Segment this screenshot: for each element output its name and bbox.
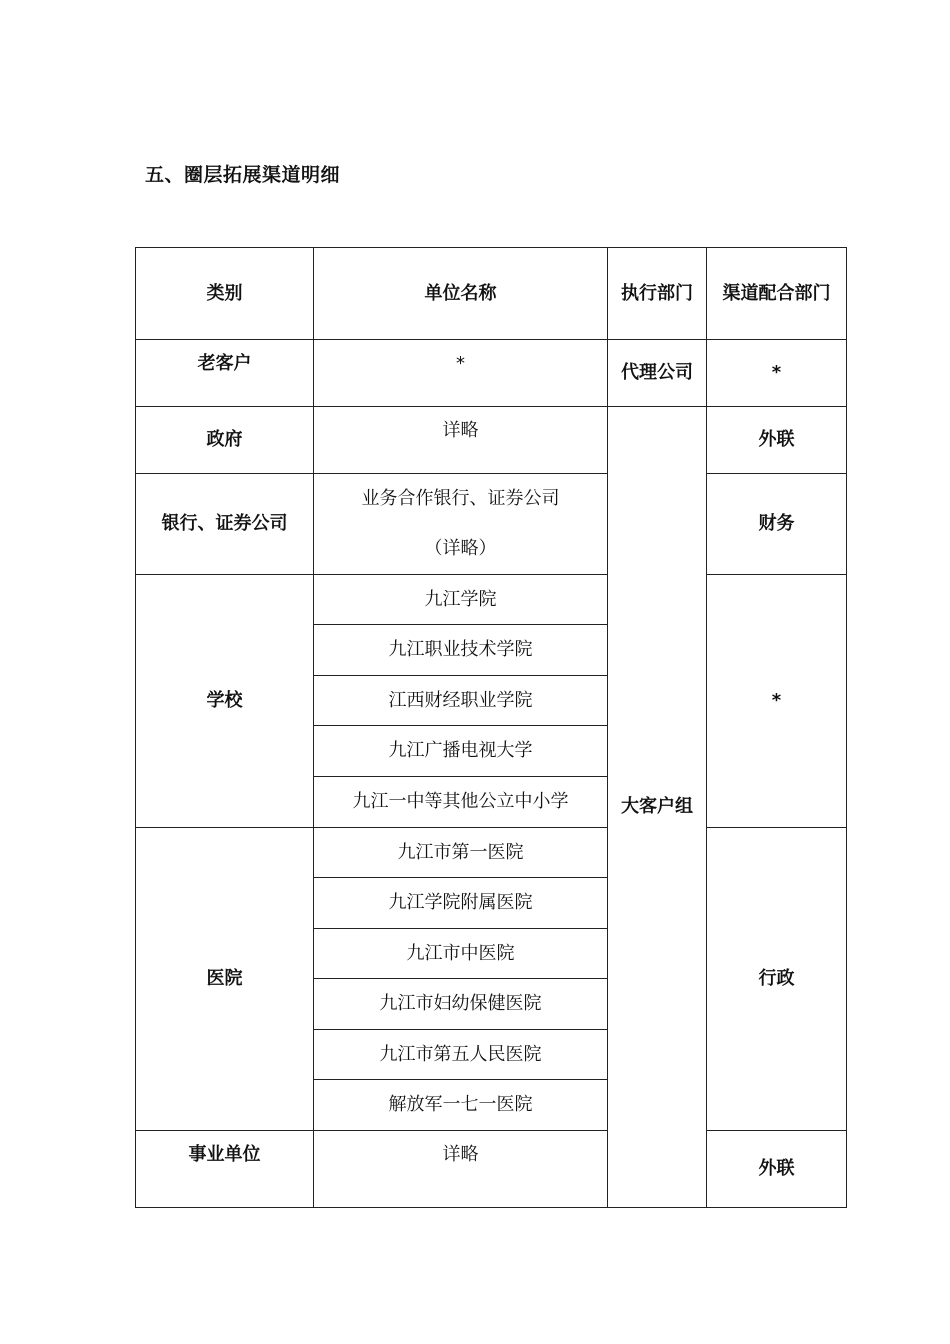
table-row bbox=[136, 828, 847, 878]
category-cell: 学校 bbox=[136, 575, 314, 828]
coop-dept-cell: 行政 bbox=[707, 828, 847, 1131]
coop-dept-cell: 财务 bbox=[707, 474, 847, 575]
unit-cell: 九江学院 bbox=[314, 575, 608, 625]
unit-cell bbox=[314, 474, 608, 575]
unit-cell: 九江职业技术学院 bbox=[314, 625, 608, 676]
unit-cell: * bbox=[314, 340, 608, 407]
header-coop-dept: 渠道配合部门 bbox=[707, 248, 847, 340]
header-row bbox=[136, 248, 847, 340]
unit-line: 业务合作银行、证券公司 bbox=[361, 488, 560, 509]
table-row bbox=[136, 575, 847, 625]
unit-cell: 解放军一七一医院 bbox=[314, 1080, 608, 1131]
table-row bbox=[136, 407, 847, 474]
channel-table bbox=[135, 247, 847, 1208]
section-title: 五、圈层拓展渠道明细 bbox=[145, 164, 341, 186]
unit-cell: 九江市第一医院 bbox=[314, 828, 608, 878]
header-unit-name: 单位名称 bbox=[314, 248, 608, 340]
table-row bbox=[136, 474, 847, 575]
category-cell: 医院 bbox=[136, 828, 314, 1131]
unit-cell: 九江市妇幼保健医院 bbox=[314, 979, 608, 1030]
category-cell: 银行、证券公司 bbox=[136, 474, 314, 575]
unit-cell: 江西财经职业学院 bbox=[314, 676, 608, 726]
header-category: 类别 bbox=[136, 248, 314, 340]
unit-cell: 详略 bbox=[314, 1131, 608, 1208]
category-cell: 政府 bbox=[136, 407, 314, 474]
unit-cell: 详略 bbox=[314, 407, 608, 474]
unit-cell: 九江广播电视大学 bbox=[314, 726, 608, 777]
unit-line: （详略） bbox=[424, 538, 497, 559]
category-cell: 老客户 bbox=[136, 340, 314, 407]
coop-dept-cell: 外联 bbox=[707, 1131, 847, 1208]
coop-dept-cell: * bbox=[707, 340, 847, 407]
table-row bbox=[136, 340, 847, 407]
table-row bbox=[136, 1131, 847, 1208]
unit-cell: 九江市中医院 bbox=[314, 929, 608, 979]
category-cell: 事业单位 bbox=[136, 1131, 314, 1208]
header-exec-dept: 执行部门 bbox=[608, 248, 707, 340]
unit-cell: 九江学院附属医院 bbox=[314, 878, 608, 929]
exec-dept-cell: 代理公司 bbox=[608, 340, 707, 407]
coop-dept-cell: * bbox=[707, 575, 847, 828]
unit-cell: 九江市第五人民医院 bbox=[314, 1030, 608, 1080]
exec-dept-cell: 大客户组 bbox=[608, 407, 707, 1208]
coop-dept-cell: 外联 bbox=[707, 407, 847, 474]
unit-cell: 九江一中等其他公立中小学 bbox=[314, 777, 608, 828]
